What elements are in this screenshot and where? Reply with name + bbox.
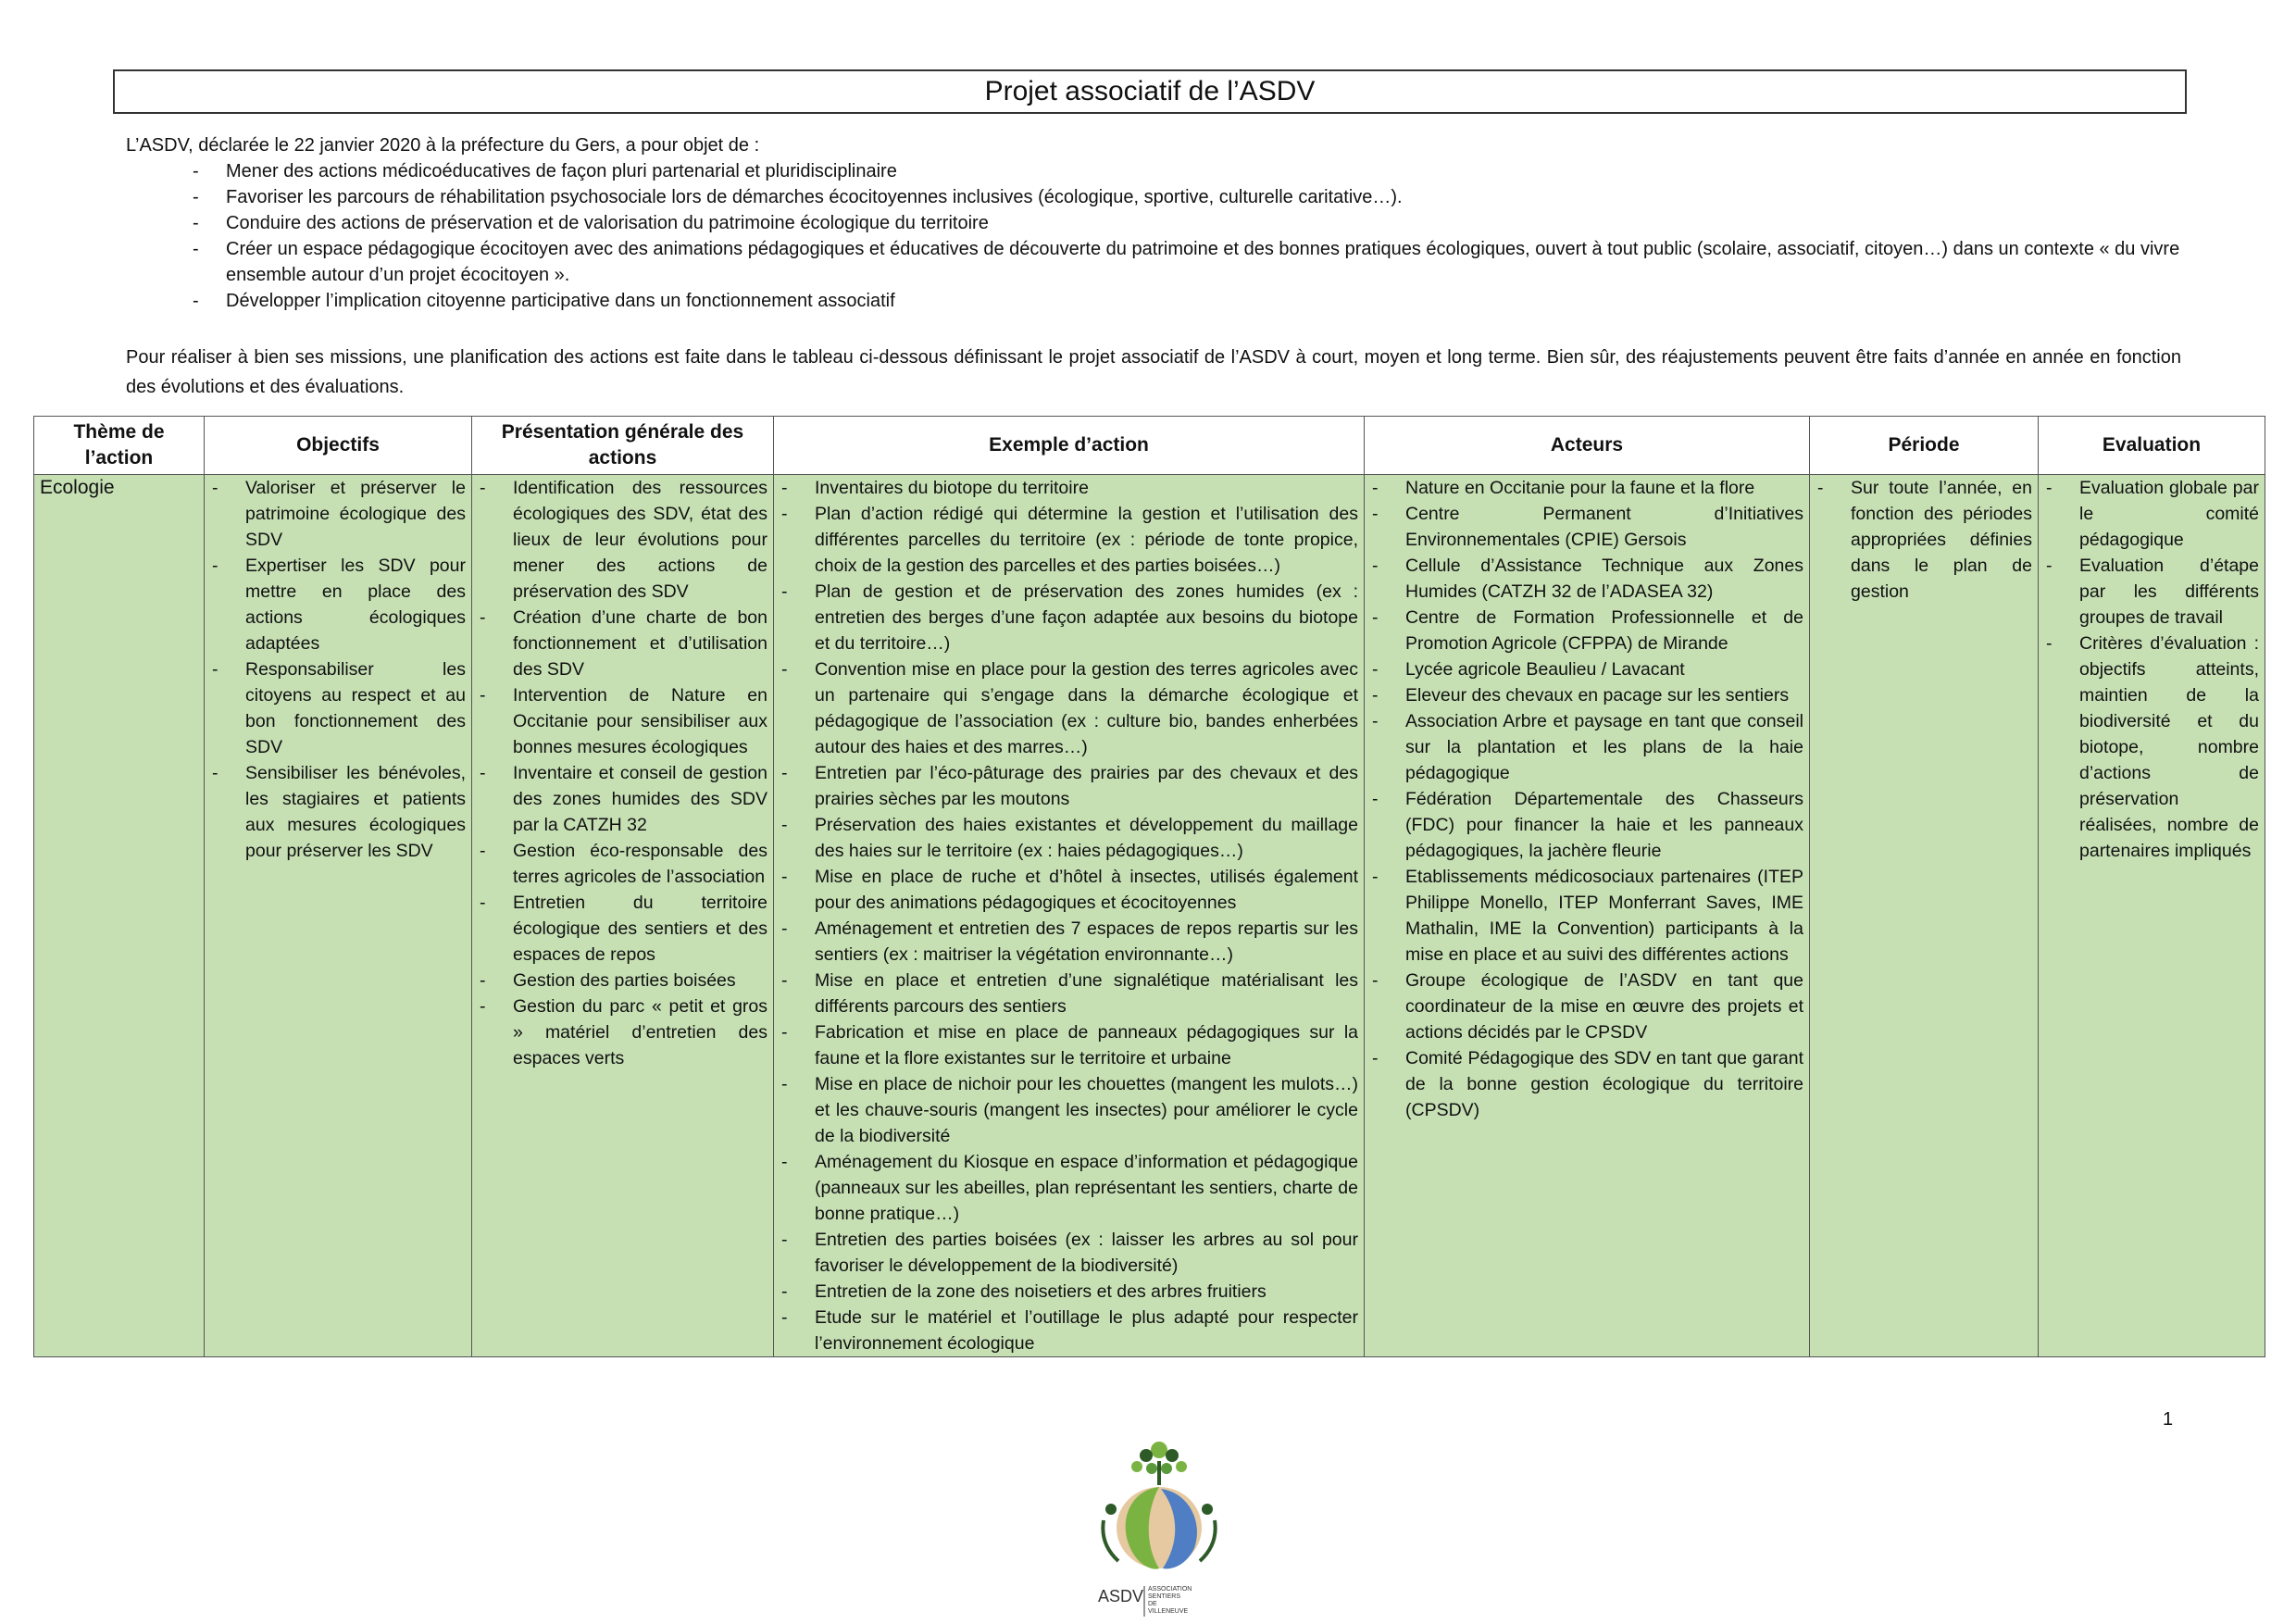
objectifs-cell [205,475,472,1357]
list-item: - Comité Pédagogique des SDV en tant que garant de la bonne gestion écologique du territoire (CPSDV) [1370,1045,1803,1123]
list-item: - Gestion éco-responsable des terres agricoles de l’association [478,838,767,890]
list-item: - Eleveur des chevaux en pacage sur les sentiers [1370,682,1803,708]
exemples-cell [774,475,1365,1357]
list-item: - Fédération Départementale des Chasseurs (FDC) pour financer la haie et les panneaux pédagogiques, la jachère fleurie [1370,786,1803,864]
table-header-row [34,417,2265,475]
planning-paragraph: Pour réaliser à bien ses missions, une planification des actions est faite dans le tableau ci-dessous définissant le projet associatif de l’ASDV à court, moyen et long terme. Bien sûr, des réajustements peuvent être faits d’année en année en fonction des évolutions et des évaluations. [126,347,2181,397]
theme-cell: Ecologie [34,475,205,1357]
list-item: - Mise en place de ruche et d’hôtel à insectes, utilisés également pour des animations pédagogiques et écocitoyennes [780,864,1358,916]
list-item: - Entretien du territoire écologique des sentiers et des espaces de repos [478,890,767,968]
list-item: - Association Arbre et paysage en tant que conseil sur la plantation et les plans de la haie pédagogique [1370,708,1803,786]
page-title: Projet associatif de l’ASDV [113,69,2187,114]
logo-subtitle-line: VILLENEUVE [1148,1608,1189,1615]
header-presentation: Présentation générale des actions [472,417,774,475]
logo-subtitle-line: ASSOCIATION [1148,1586,1192,1593]
list-item: - Etude sur le matériel et l’outillage le plus adapté pour respecter l’environnement écologique [780,1305,1358,1356]
page-number: 1 [2163,1409,2174,1430]
header-periode: Période [1810,417,2039,475]
header-theme: Thème de l’action [34,417,205,475]
list-item: - Groupe écologique de l’ASDV en tant que coordinateur de la mise en œuvre des projets et actions décidés par le CPSDV [1370,968,1803,1045]
list-item: - Entretien par l’éco-pâturage des prairies par des chevaux et des prairies sèches par les moutons [780,760,1358,812]
list-item: - Critères d’évaluation : objectifs atteints, maintien de la biodiversité et du biotope, nombre d’actions de préservation réalisées, nombre de partenaires impliqués [2044,631,2259,864]
header-exemple: Exemple d’action [774,417,1365,475]
intro-list [126,158,2181,314]
evaluation-cell [2039,475,2265,1357]
list-item: - Fabrication et mise en place de panneaux pédagogiques sur la faune et la flore existantes sur le territoire et urbaine [780,1019,1358,1071]
list-item: - Aménagement et entretien des 7 espaces de repos repartis sur les sentiers (ex : maitriser la végétation environnante…) [780,916,1358,968]
project-table [33,416,2265,1357]
intro-item: - Conduire des actions de préservation et de valorisation du patrimoine écologique du territoire [193,210,2181,236]
list-item: - Responsabiliser les citoyens au respect et au bon fonctionnement des SDV [210,656,466,760]
list-item: - Mise en place et entretien d’une signalétique matérialisant les différents parcours des sentiers [780,968,1358,1019]
list-item: - Identification des ressources écologiques des SDV, état des lieux de leur évolutions pour mener des actions de préservation des SDV [478,475,767,605]
list-item: - Cellule d’Assistance Technique aux Zones Humides (CATZH 32 de l’ADASEA 32) [1370,553,1803,605]
logo-subtitle-line: DE [1148,1601,1157,1607]
list-item: - Valoriser et préserver le patrimoine écologique des SDV [210,475,466,553]
list-item: - Evaluation d’étape par les différents groupes de travail [2044,553,2259,631]
list-item: - Gestion des parties boisées [478,968,767,993]
presentation-cell [472,475,774,1357]
intro-item: - Créer un espace pédagogique écocitoyen avec des animations pédagogiques et éducatives de découverte du patrimoine et des bonnes pratiques écologiques, ouvert à tout public (scolaire, associatif, citoyen…) dans un contexte « du vivre ensemble autour d’un projet écocitoyen ». [193,236,2181,288]
list-item: - Mise en place de nichoir pour les chouettes (mangent les mulots…) et les chauve-souris (mangent les insectes) pour améliorer le cycle de la biodiversité [780,1071,1358,1149]
list-item: - Inventaire et conseil de gestion des zones humides des SDV par la CATZH 32 [478,760,767,838]
list-item: - Sur toute l’année, en fonction des périodes appropriées définies dans le plan de gestion [1816,475,2032,605]
list-item: - Sensibiliser les bénévoles, les stagiaires et patients aux mesures écologiques pour préserver les SDV [210,760,466,864]
periode-cell [1810,475,2039,1357]
list-item: - Création d’une charte de bon fonctionnement et d’utilisation des SDV [478,605,767,682]
list-item: - Entretien des parties boisées (ex : laisser les arbres au sol pour favoriser le développement de la biodiversité) [780,1227,1358,1279]
list-item: - Evaluation globale par le comité pédagogique [2044,475,2259,553]
list-item: - Etablissements médicosociaux partenaires (ITEP Philippe Monello, ITEP Monferrant Saves, IME Mathalin, IME la Convention) participants à la mise en place et au suivi des différentes actions [1370,864,1803,968]
table-row [34,475,2265,1357]
list-item: - Plan de gestion et de préservation des zones humides (ex : entretien des berges d’une façon adaptée aux besoins du biotope et du territoire…) [780,579,1358,656]
intro-lead: L’ASDV, déclarée le 22 janvier 2020 à la préfecture du Gers, a pour objet de : [126,135,760,156]
list-item: - Inventaires du biotope du territoire [780,475,1358,501]
header-acteurs: Acteurs [1365,417,1810,475]
list-item: - Intervention de Nature en Occitanie pour sensibiliser aux bonnes mesures écologiques [478,682,767,760]
acteurs-cell [1365,475,1810,1357]
list-item: - Expertiser les SDV pour mettre en place des actions écologiques adaptées [210,553,466,656]
list-item: - Nature en Occitanie pour la faune et la flore [1370,475,1803,501]
list-item: - Plan d’action rédigé qui détermine la gestion et l’utilisation des différentes parcelles du territoire (ex : période de tonte propice, choix de la gestion des parcelles et des parties boisées…) [780,501,1358,579]
list-item: - Aménagement du Kiosque en espace d’information et pédagogique (panneaux sur les abeilles, plan représentant les sentiers, charte de bonne pratique…) [780,1149,1358,1227]
list-item: - Centre Permanent d’Initiatives Environnementales (CPIE) Gersois [1370,501,1803,553]
logo-subtitle-line: SENTIERS [1148,1593,1181,1600]
header-evaluation: Evaluation [2039,417,2265,475]
list-item: - Lycée agricole Beaulieu / Lavacant [1370,656,1803,682]
list-item: - Préservation des haies existantes et développement du maillage des haies sur le territoire (ex : haies pédagogiques…) [780,812,1358,864]
asdv-logo [1091,1433,1228,1618]
list-item: - Entretien de la zone des noisetiers et des arbres fruitiers [780,1279,1358,1305]
intro-item: - Développer l’implication citoyenne participative dans un fonctionnement associatif [193,288,2181,314]
list-item: - Convention mise en place pour la gestion des terres agricoles avec un partenaire qui s’engage dans la démarche écologique et pédagogique de l’association (ex : culture bio, bandes enherbées autour des haies et des marres…) [780,656,1358,760]
logo-name: ASDV [1098,1587,1144,1605]
intro-section [126,132,2181,314]
list-item: - Centre de Formation Professionnelle et de Promotion Agricole (CFPPA) de Mirande [1370,605,1803,656]
intro-item: - Mener des actions médicoéducatives de façon pluri partenarial et pluridisciplinaire [193,158,2181,184]
intro-item: - Favoriser les parcours de réhabilitation psychosociale lors de démarches écocitoyennes inclusives (écologique, sportive, culturelle caritative…). [193,184,2181,210]
header-objectifs: Objectifs [205,417,472,475]
list-item: - Gestion du parc « petit et gros » matériel d’entretien des espaces verts [478,993,767,1071]
